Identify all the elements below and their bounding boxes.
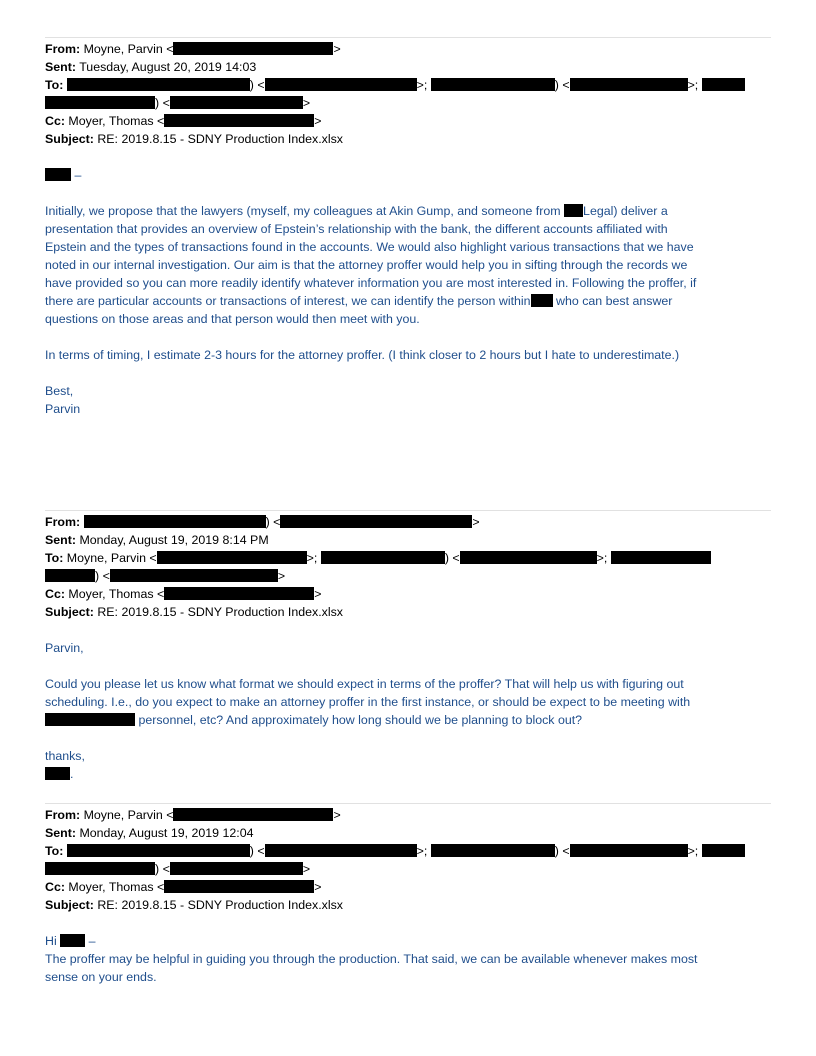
redaction <box>431 78 555 91</box>
to-label: To: <box>45 844 64 858</box>
greeting <box>45 166 775 184</box>
from-label: From: <box>45 515 81 529</box>
cc-line <box>45 112 322 130</box>
text-line <box>45 711 775 729</box>
bracket: > <box>302 862 311 876</box>
redaction <box>45 168 71 181</box>
text-line: presentation that provides an overview of Epstein’s relationship with the bank, the different accounts affiliated with <box>45 222 668 236</box>
redaction <box>265 844 417 857</box>
cc-name: Moyer, Thomas < <box>68 880 165 894</box>
text-line: Could you please let us know what format we should expect in terms of the proffer? That will help us with figuring out <box>45 677 684 691</box>
redaction <box>84 515 266 528</box>
redaction <box>280 515 472 528</box>
separator: ) < <box>554 78 570 92</box>
redaction <box>460 551 597 564</box>
text: who can best answer <box>556 294 673 308</box>
bracket: > <box>277 569 286 583</box>
email-body-paragraph <box>45 202 775 328</box>
redaction <box>60 934 85 947</box>
cc-label: Cc: <box>45 880 65 894</box>
subject-text: RE: 2019.8.15 - SDNY Production Index.xlsx <box>97 132 343 146</box>
redaction <box>531 294 553 307</box>
sent-date: Monday, August 19, 2019 12:04 <box>79 826 254 840</box>
separator: >; <box>687 78 699 92</box>
bracket: > <box>314 587 322 601</box>
to-label: To: <box>45 78 64 92</box>
from-label: From: <box>45 42 81 56</box>
subject-text: RE: 2019.8.15 - SDNY Production Index.xlsx <box>97 898 343 912</box>
separator: ) < <box>554 844 570 858</box>
subject-line <box>45 896 343 914</box>
sent-line <box>45 531 269 549</box>
redaction <box>570 844 688 857</box>
signature <box>45 765 775 783</box>
redaction <box>157 551 307 564</box>
cc-label: Cc: <box>45 114 65 128</box>
to-line-cont <box>45 860 310 878</box>
separator: ) < <box>249 78 265 92</box>
to-line-cont <box>45 567 285 585</box>
cc-line <box>45 878 322 896</box>
text: Hi <box>45 934 57 948</box>
cc-name: Moyer, Thomas < <box>68 587 165 601</box>
subject-line <box>45 603 343 621</box>
text-line: scheduling. I.e., do you expect to make an attorney proffer in the first instance, or should be expect to be meeting with <box>45 695 691 709</box>
text-line: questions on those areas and that person would then meet with you. <box>45 312 420 326</box>
subject-label: Subject: <box>45 605 94 619</box>
from-name: Moyne, Parvin < <box>83 808 174 822</box>
redaction <box>170 862 303 875</box>
bracket: > <box>333 808 341 822</box>
redaction <box>164 114 314 127</box>
cc-label: Cc: <box>45 587 65 601</box>
separator: >; <box>306 551 318 565</box>
sent-line <box>45 824 254 842</box>
closing: thanks, <box>45 749 85 763</box>
subject-line <box>45 130 343 148</box>
redaction <box>564 204 583 217</box>
to-line <box>45 842 745 860</box>
separator: >; <box>416 78 428 92</box>
separator: ) < <box>249 844 265 858</box>
redaction <box>45 713 135 726</box>
bracket: > <box>472 515 480 529</box>
sent-date: Monday, August 19, 2019 8:14 PM <box>79 533 269 547</box>
separator: ) < <box>155 96 170 110</box>
text-line: have provided so you can more readily identify whatever information you are most interested in. Following the proffer, if <box>45 276 697 290</box>
dash: – <box>71 168 82 182</box>
redaction <box>45 96 155 109</box>
sent-label: Sent: <box>45 826 76 840</box>
separator: ) < <box>444 551 460 565</box>
closing: Best, <box>45 384 74 398</box>
separator: ) < <box>95 569 110 583</box>
from-line <box>45 40 341 58</box>
email-separator <box>45 510 771 511</box>
redaction <box>265 78 417 91</box>
text-line <box>45 202 775 220</box>
to-line <box>45 76 745 94</box>
sent-label: Sent: <box>45 533 76 547</box>
redaction <box>164 587 314 600</box>
redaction <box>67 78 250 91</box>
subject-label: Subject: <box>45 898 94 912</box>
redaction <box>164 880 314 893</box>
redaction <box>702 844 745 857</box>
from-name: Moyne, Parvin < <box>83 42 174 56</box>
greeting: Parvin, <box>45 641 84 655</box>
to-line <box>45 549 711 567</box>
bracket: > <box>314 880 322 894</box>
email-separator <box>45 803 771 804</box>
redaction <box>173 808 333 821</box>
bracket: > <box>333 42 341 56</box>
separator: ) < <box>265 515 281 529</box>
subject-text: RE: 2019.8.15 - SDNY Production Index.xlsx <box>97 605 343 619</box>
to-label: To: <box>45 551 64 565</box>
separator: >; <box>416 844 428 858</box>
bracket: > <box>314 114 322 128</box>
separator: ) < <box>155 862 170 876</box>
from-label: From: <box>45 808 81 822</box>
redaction <box>110 569 278 582</box>
text: personnel, etc? And approximately how long should we be planning to block out? <box>138 713 583 727</box>
greeting <box>45 932 775 950</box>
to-name: Moyne, Parvin < <box>66 551 157 565</box>
text-line: Epstein and the types of transactions found in the accounts. We would also highlight various transactions that we have <box>45 240 694 254</box>
period: . <box>70 767 74 781</box>
separator: >; <box>687 844 699 858</box>
text-line: noted in our internal investigation. Our aim is that the attorney proffer would help you in sifting through the records we <box>45 258 688 272</box>
redaction <box>431 844 555 857</box>
from-line <box>45 513 480 531</box>
separator: >; <box>596 551 608 565</box>
text-line: The proffer may be helpful in guiding you through the production. That said, we can be available whenever makes most <box>45 952 698 966</box>
dash: – <box>85 934 96 948</box>
text-line <box>45 292 775 310</box>
bracket: > <box>302 96 311 110</box>
cc-line <box>45 585 322 603</box>
sent-date: Tuesday, August 20, 2019 14:03 <box>79 60 257 74</box>
email-body-paragraph <box>45 950 775 986</box>
text: Legal) deliver a <box>583 204 668 218</box>
to-line-cont <box>45 94 310 112</box>
signature: Parvin <box>45 402 81 416</box>
email-body-paragraph <box>45 675 775 729</box>
sent-line <box>45 58 256 76</box>
redaction <box>173 42 333 55</box>
redaction <box>170 96 303 109</box>
redaction <box>45 862 155 875</box>
redaction <box>321 551 445 564</box>
redaction <box>702 78 745 91</box>
from-line <box>45 806 341 824</box>
email-separator <box>45 37 771 38</box>
text: Initially, we propose that the lawyers (myself, my colleagues at Akin Gump, and someone from <box>45 204 561 218</box>
redaction <box>611 551 711 564</box>
redaction <box>45 569 95 582</box>
text: there are particular accounts or transactions of interest, we can identify the person within <box>45 294 531 308</box>
email-body-paragraph: In terms of timing, I estimate 2-3 hours for the attorney proffer. (I think closer to 2 hours but I hate to underestimate.) <box>45 348 680 362</box>
redaction <box>570 78 688 91</box>
redaction <box>67 844 250 857</box>
redaction <box>45 767 70 780</box>
text-line: sense on your ends. <box>45 970 157 984</box>
cc-name: Moyer, Thomas < <box>68 114 165 128</box>
sent-label: Sent: <box>45 60 76 74</box>
subject-label: Subject: <box>45 132 94 146</box>
